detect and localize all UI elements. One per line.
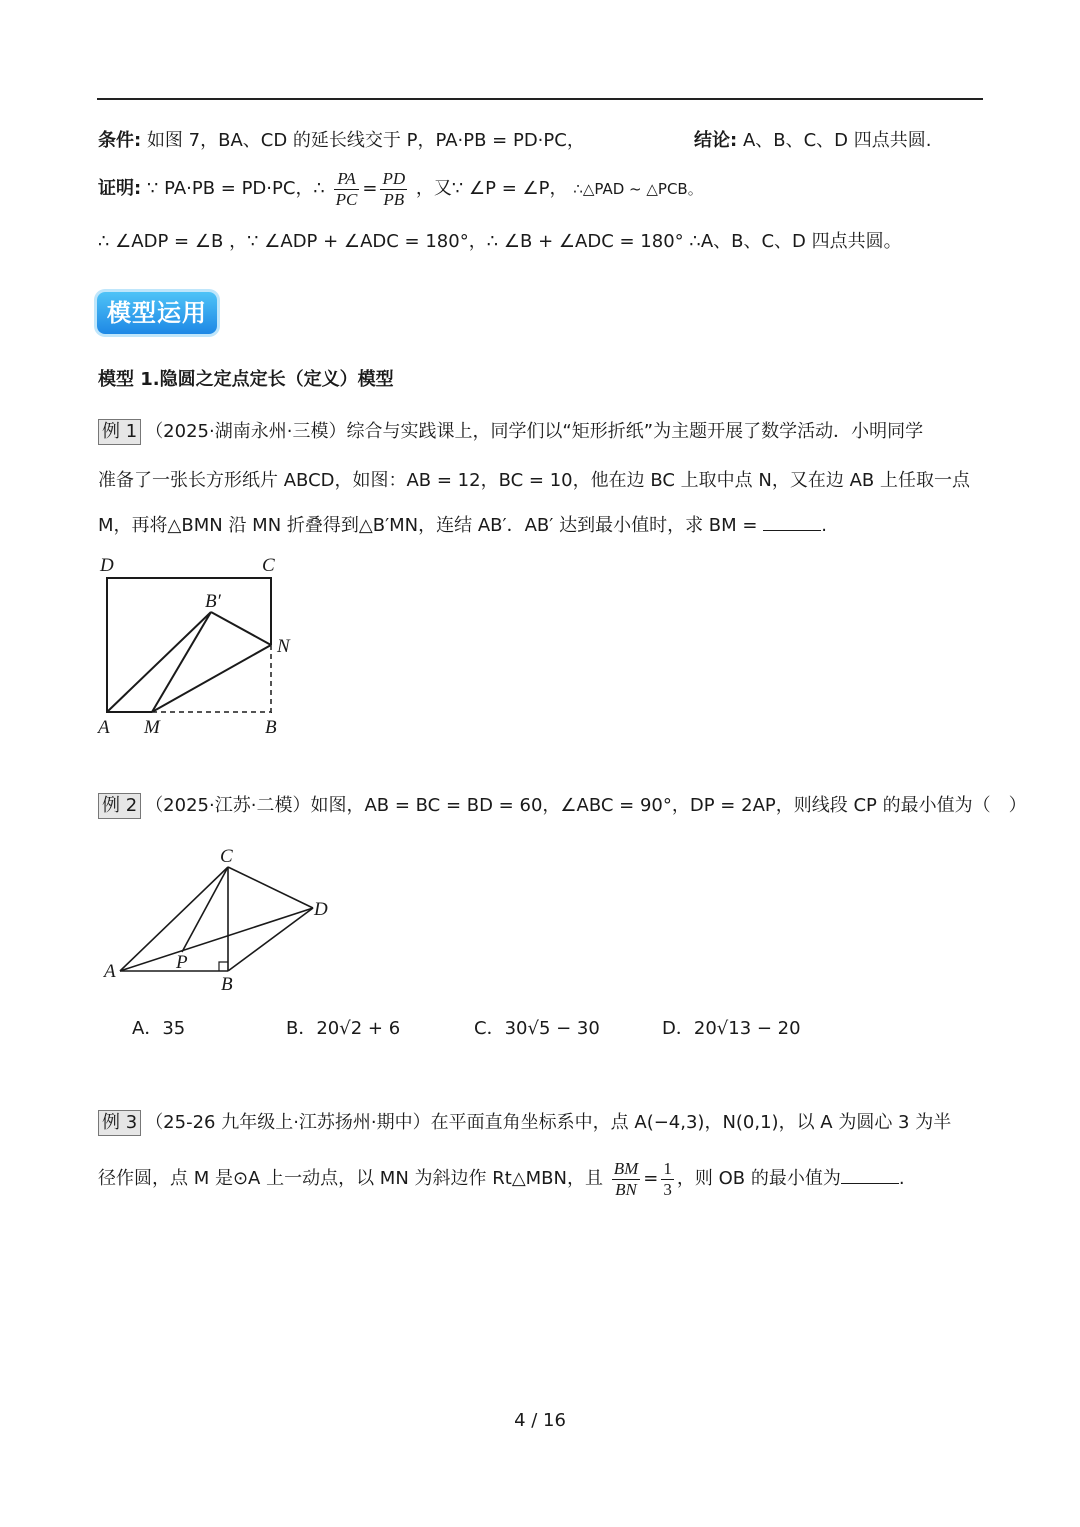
- segment-ad: [120, 908, 313, 971]
- example2-line-1: 例 2 （2025·江苏·二模）如图，AB = BC = BD = 60，∠ABC = 90°，DP = 2AP，则线段 CP 的最小值为（ ）: [98, 793, 1027, 819]
- example1-tag: 例 1: [98, 419, 141, 445]
- segment-ab-prime: [107, 612, 211, 712]
- page-number: 4 / 16: [514, 1410, 566, 1431]
- proof-label: 证明:: [98, 178, 142, 199]
- fraction-bm-bn: $\frac{BM}{BN}$: [613, 1158, 639, 1199]
- segment-mb-prime: [152, 612, 211, 712]
- answer-blank: [763, 512, 821, 531]
- example3-line-2: 径作圆，点 M 是⊙A 上一动点，以 MN 为斜边作 Rt△MBN，且 $\frac{BM}{BN}$ = $\frac{1}{3}$ ，则 OB 的最小值为 .: [98, 1158, 905, 1199]
- model1-title: 模型 1.隐圆之定点定长（定义）模型: [98, 369, 394, 390]
- proof-part2: ，又∵ ∠P = ∠P，: [415, 178, 568, 199]
- proof-part1: ∵ PA·PB = PD·PC，∴: [146, 178, 325, 199]
- label-b: B: [221, 974, 233, 995]
- label-c: C: [220, 846, 233, 867]
- condition-label: 条件:: [98, 130, 142, 151]
- option-a: A．35: [132, 1018, 186, 1039]
- option-b: B．20√2 + 6: [286, 1018, 401, 1039]
- fraction-pd-pb: $\frac{PD}{PB}$: [382, 168, 406, 209]
- label-a: A: [98, 717, 110, 738]
- fraction-pa-pc: $\frac{PA}{PC}$: [335, 168, 358, 209]
- proof-part3: ∴△PAD ~ △PCB。: [573, 180, 703, 198]
- proof-line-2: ∴ ∠ADP = ∠B ，∵ ∠ADP + ∠ADC = 180°，∴ ∠B + ∠ADC = 180° ∴A、B、C、D 四点共圆。: [98, 231, 902, 252]
- label-b-prime: B′: [205, 591, 221, 612]
- rectangle-fold-figure: [95, 550, 315, 740]
- label-p: P: [176, 952, 188, 973]
- right-angle-mark: [219, 962, 228, 971]
- condition-text: 如图 7，BA、CD 的延长线交于 P，PA·PB = PD·PC，: [146, 130, 585, 151]
- answer-blank: [841, 1165, 899, 1184]
- label-n: N: [277, 636, 290, 657]
- label-b: B: [265, 717, 277, 738]
- segment-b-prime-n: [211, 612, 271, 645]
- label-a: A: [104, 961, 116, 982]
- label-d: D: [100, 555, 114, 576]
- fraction-one-third: $\frac{1}{3}$: [663, 1158, 672, 1199]
- example1-line-2: 准备了一张长方形纸片 ABCD，如图：AB = 12，BC = 10，他在边 BC 上取中点 N，又在边 AB 上任取一点: [98, 470, 970, 491]
- example3-tag: 例 3: [98, 1110, 141, 1136]
- header-rule: [97, 98, 983, 100]
- segment-ac: [120, 867, 228, 971]
- section-badge: 模型运用: [97, 292, 217, 334]
- example2-tag: 例 2: [98, 793, 141, 819]
- segment-mn: [152, 645, 271, 712]
- triangle-cp-figure: [100, 840, 340, 1000]
- option-d: D．20√13 − 20: [662, 1018, 801, 1039]
- label-m: M: [144, 717, 160, 738]
- label-d: D: [314, 899, 328, 920]
- proof-line-1: 证明: ∵ PA·PB = PD·PC，∴ $\frac{PA}{PC}$ = $\frac{PD}{PB}$ ，又∵ ∠P = ∠P， ∴△PAD ~ △PCB。: [98, 168, 703, 209]
- label-c: C: [262, 555, 275, 576]
- condition-line: [98, 129, 585, 153]
- segment-cp: [182, 867, 228, 952]
- conclusion-text: A、B、C、D 四点共圆.: [742, 130, 932, 151]
- option-c: C．30√5 − 30: [474, 1018, 600, 1039]
- example1-line-3: M，再将△BMN 沿 MN 折叠得到△B′MN，连结 AB′．AB′ 达到最小值时，求 BM = .: [98, 512, 827, 538]
- segment-cd: [228, 867, 313, 908]
- conclusion-line: [694, 129, 931, 153]
- example1-line-1: 例 1 （2025·湖南永州·三模）综合与实践课上，同学们以“矩形折纸”为主题开展了数学活动．小明同学: [98, 419, 923, 445]
- segment-bd: [228, 908, 313, 971]
- example3-line-1: 例 3 （25-26 九年级上·江苏扬州·期中）在平面直角坐标系中，点 A(−4,3)，N(0,1)，以 A 为圆心 3 为半: [98, 1110, 951, 1136]
- conclusion-label: 结论:: [694, 130, 738, 151]
